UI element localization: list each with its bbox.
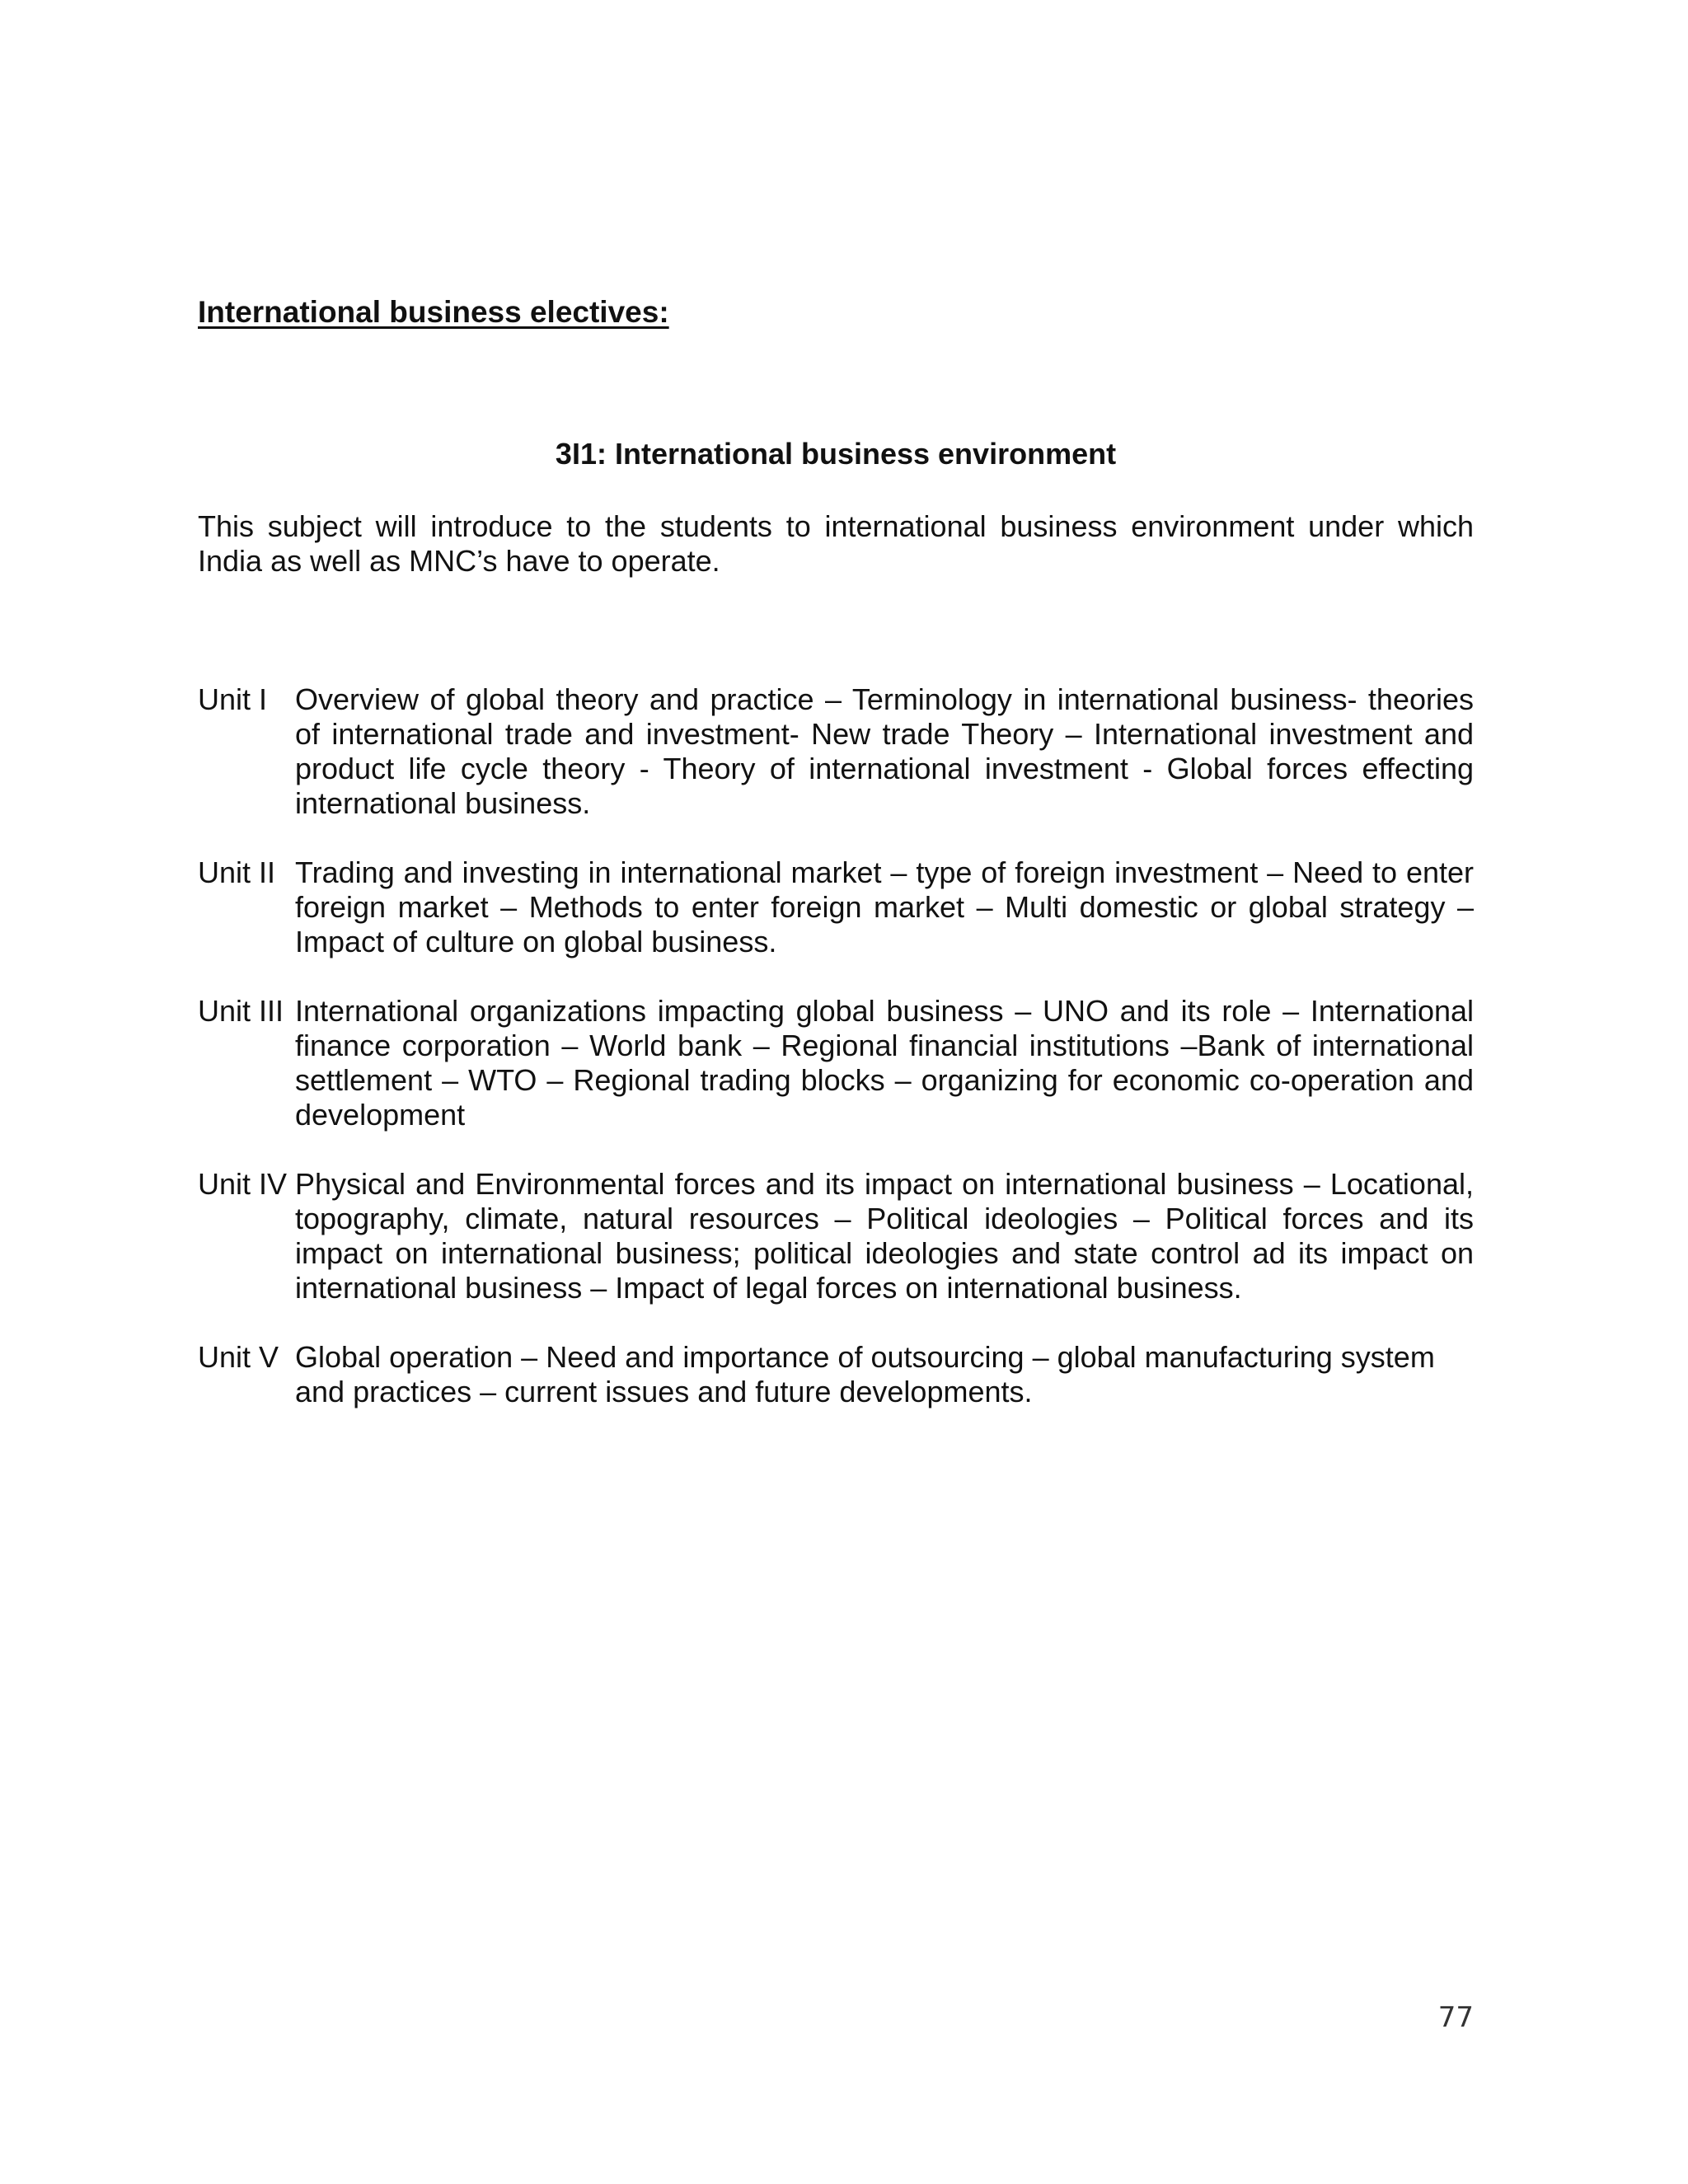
unit-label: Unit I bbox=[198, 682, 268, 716]
unit-item-2 bbox=[198, 855, 1474, 959]
course-intro: This subject will introduce to the students to international business environment under which India as well as MNC’s have to operate. bbox=[198, 509, 1474, 578]
course-title: 3I1: International business environment bbox=[555, 437, 1117, 471]
unit-description: Global operation – Need and importance of outsourcing – global manufacturing system and practices – current issues and future developments. bbox=[295, 1340, 1435, 1408]
unit-item-3 bbox=[198, 994, 1474, 1132]
unit-item-1 bbox=[198, 682, 1474, 821]
unit-label: Unit V bbox=[198, 1340, 279, 1374]
unit-label: Unit IV bbox=[198, 1167, 288, 1201]
unit-label: Unit III bbox=[198, 994, 284, 1028]
unit-description: Overview of global theory and practice – Terminology in international business- theories of international trade and investment- New trade Theory – International investment and product life cycle theory - Theory of international investment - Global forces effecting international business. bbox=[295, 682, 1474, 820]
page-number: 77 bbox=[1437, 2001, 1474, 2034]
unit-description: Trading and investing in international market – type of foreign investment – Need to enter foreign market – Methods to enter foreign market – Multi domestic or global strategy – Impact of culture on global business. bbox=[295, 855, 1474, 958]
unit-item-4 bbox=[198, 1167, 1474, 1305]
unit-description: International organizations impacting global business – UNO and its role – International finance corporation – World bank – Regional financial institutions –Bank of international settlement – WTO – Regional trading blocks – organizing for economic co-operation and development bbox=[295, 994, 1474, 1132]
unit-label: Unit II bbox=[198, 855, 276, 889]
unit-item-5 bbox=[198, 1340, 1474, 1409]
unit-list bbox=[198, 682, 1474, 1444]
section-heading: International business electives: bbox=[198, 295, 669, 329]
unit-description: Physical and Environmental forces and its impact on international business – Locational, topography, climate, natural resources – Political ideologies – Political forces and its impact on international business; political ideologies and state control ad its impact on international business – Impact of legal forces on international business. bbox=[295, 1167, 1474, 1305]
